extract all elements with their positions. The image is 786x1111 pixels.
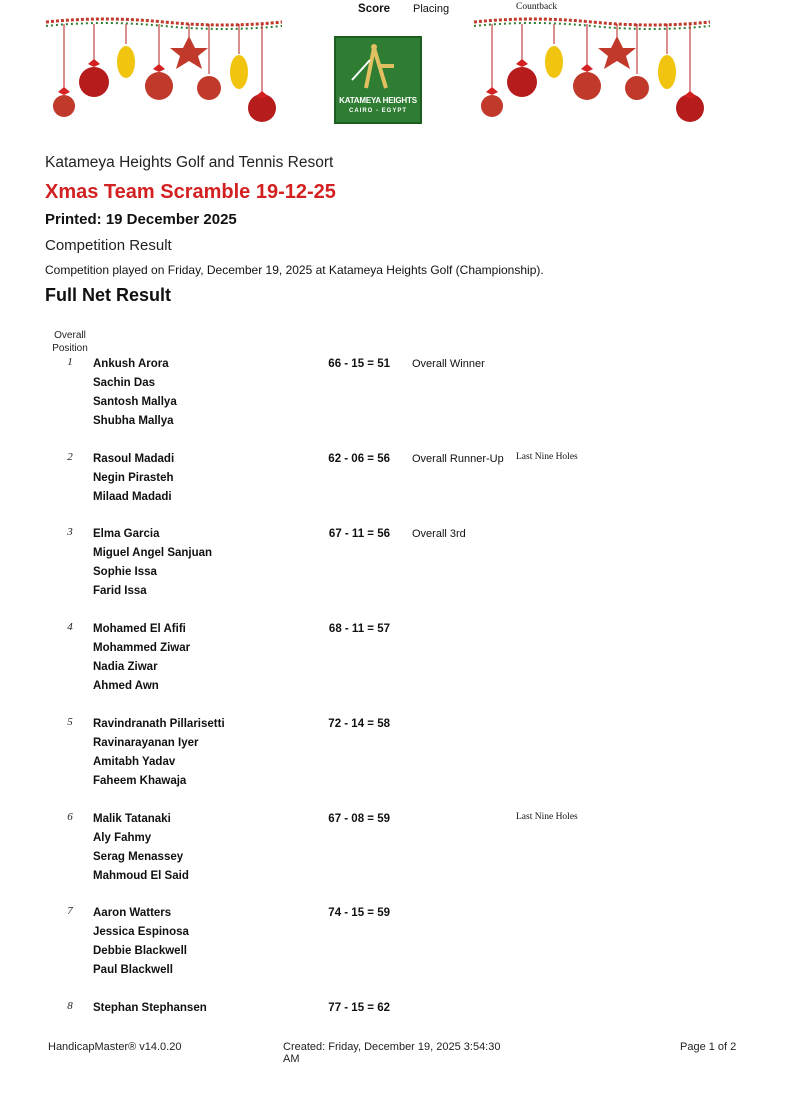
result-entry [0,620,786,696]
player-name: Aaron Watters [93,907,172,919]
document-subtitle: Competition Result [45,237,172,254]
result-entry [0,525,786,601]
footer-software-version: HandicapMaster® v14.0.20 [48,1041,182,1053]
team-players [93,999,207,1018]
entry-placing: Overall Winner [412,358,485,370]
entry-rank: 7 [67,905,73,917]
entry-placing: Overall 3rd [412,528,466,540]
player-name: Mahmoud El Said [93,870,189,882]
player-name: Ankush Arora [93,358,169,370]
entry-countback: Last Nine Holes [516,452,578,462]
entry-rank: 4 [67,621,73,633]
logo-name-text: KATAMEYA HEIGHTS [339,96,417,105]
player-name: Stephan Stephansen [93,1002,207,1014]
entry-score: 74 - 15 = 59 [328,907,390,919]
player-name: Farid Issa [93,585,147,597]
player-name: Mohammed Ziwar [93,642,191,654]
player-name: Paul Blackwell [93,964,173,976]
player-name: Rasoul Madadi [93,453,175,465]
team-players [93,450,174,507]
christmas-ornaments-right-decoration [472,14,712,126]
player-name: Faheem Khawaja [93,775,187,787]
column-header-score: Score [358,3,390,15]
christmas-ornaments-left-decoration [44,14,284,126]
printed-date: Printed: 19 December 2025 [45,211,237,228]
entry-rank: 6 [67,811,73,823]
player-name: Nadia Ziwar [93,661,158,673]
player-name: Negin Pirasteh [93,472,174,484]
player-name: Sachin Das [93,377,155,389]
result-entry [0,355,786,431]
result-entry [0,904,786,980]
player-name: Malik Tatanaki [93,813,171,825]
club-logo [334,36,422,124]
competition-title: Xmas Team Scramble 19-12-25 [45,181,336,203]
entry-score: 67 - 11 = 56 [328,528,390,540]
entry-rank: 5 [67,716,73,728]
result-entry [0,999,786,1023]
player-name: Mohamed El Afifi [93,623,186,635]
entry-countback: Last Nine Holes [516,812,578,822]
player-name: Jessica Espinosa [93,926,189,938]
player-name: Serag Menassey [93,851,184,863]
entry-score: 72 - 14 = 58 [328,718,390,730]
team-players [93,355,177,431]
competition-played-on: Competition played on Friday, December 19, 2025 at Katameya Heights Golf (Championship). [45,263,544,277]
entry-rank: 1 [67,356,73,368]
result-entry [0,715,786,791]
player-name: Ahmed Awn [93,680,159,692]
entry-score: 68 - 11 = 57 [328,623,390,635]
player-name: Elma Garcia [93,528,160,540]
entry-rank: 2 [67,451,73,463]
player-name: Ravinarayanan Iyer [93,737,199,749]
golfer-icon [336,40,420,96]
entry-score: 66 - 15 = 51 [328,358,390,370]
entry-score: 77 - 15 = 62 [328,1002,390,1014]
entry-score: 67 - 08 = 59 [328,813,390,825]
section-title: Full Net Result [45,285,172,305]
player-name: Milaad Madadi [93,491,172,503]
team-players [93,525,212,601]
result-entry [0,810,786,886]
club-name: Katameya Heights Golf and Tennis Resort [45,154,334,171]
team-players [93,904,189,980]
column-header-position: Overall Position [52,330,88,354]
footer-page-number: Page 1 of 2 [680,1041,737,1053]
team-players [93,620,190,696]
entry-rank: 8 [67,1000,73,1012]
column-header-placing: Placing [413,3,450,15]
player-name: Debbie Blackwell [93,945,187,957]
player-name: Ravindranath Pillarisetti [93,718,225,730]
team-players [93,810,189,886]
player-name: Sophie Issa [93,566,157,578]
player-name: Santosh Mallya [93,396,177,408]
footer-created-timestamp: Created: Friday, December 19, 2025 3:54:30 AM [283,1041,501,1065]
logo-city-text: CAIRO - EGYPT [348,108,407,114]
result-entry [0,450,786,526]
player-name: Miguel Angel Sanjuan [93,547,213,559]
player-name: Aly Fahmy [93,832,152,844]
entry-rank: 3 [67,526,73,538]
entry-placing: Overall Runner-Up [412,453,504,465]
entry-score: 62 - 06 = 56 [328,453,390,465]
column-header-countback: Countback [516,2,558,12]
team-players [93,715,225,791]
player-name: Shubha Mallya [93,415,174,427]
player-name: Amitabh Yadav [93,756,176,768]
